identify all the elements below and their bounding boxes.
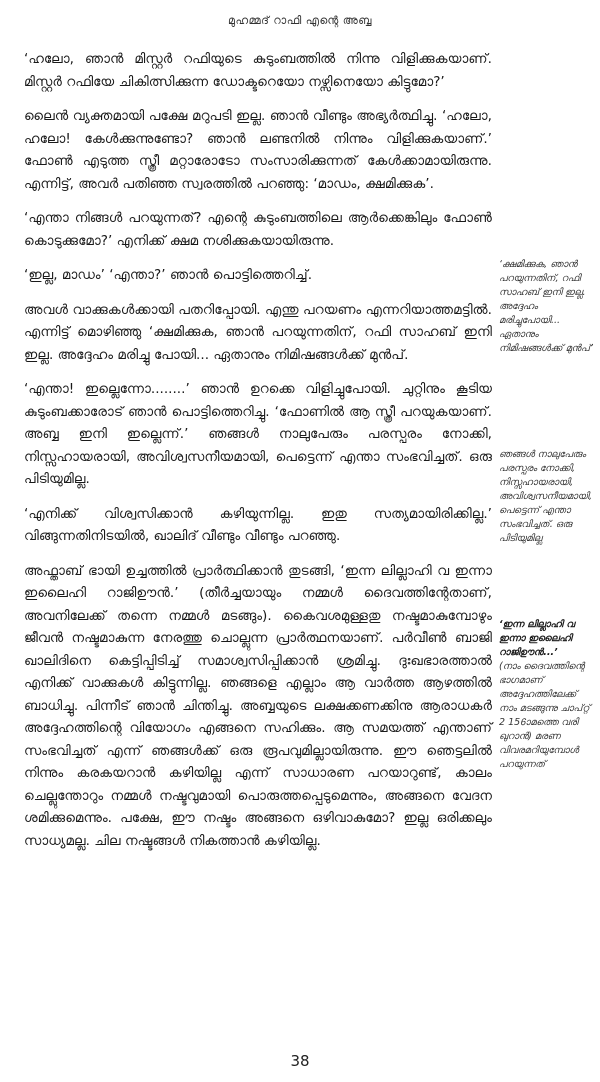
paragraph-1: ‘ഹലോ, ഞാൻ മിസ്റ്റർ റഫിയുടെ കുടുംബത്തിൽ നിന്നു വിളിക്കുകയാണ്. മിസ്റ്റർ റഫിയേ ചികിത്സിക്കുന്ന ഡോക്ടറെയോ നഴ്സിനെയോ കിട്ടുമോ?’: [24, 51, 492, 90]
main-text-column: [24, 48, 492, 864]
paragraph-4: ‘ഇല്ല, മാഡം’ ‘എന്താ?’ ഞാൻ പൊട്ടിത്തെറിച്ച്.: [24, 267, 313, 283]
paragraph-2: ലൈൻ വ്യക്തമായി പക്ഷേ മറുപടി ഇല്ല. ഞാൻ വീണ്ടും അഭ്യർത്ഥിച്ചു. ‘ഹലോ, ഹലോ! കേൾക്കുന്നുണ്ടോ? ഞാൻ ലണ്ടനിൽ നിന്നും വിളിക്കുകയാണ്.’ ഫോൺ എടുത്ത സ്ത്രീ മറ്റാരോടോ സംസാരിക്കുന്നത് കേൾക്കാമായിരുന്നു. എന്നിട്ട്, അവർ പതിഞ്ഞ സ്വരത്തിൽ പറഞ്ഞു: ‘മാഡം, ക്ഷമിക്കുക’.: [24, 108, 492, 192]
paragraph-8: അഫ്താബ് ഭായി ഉച്ചത്തിൽ പ്രാർത്ഥിക്കാൻ തുടങ്ങി, ‘ഇന്ന ലില്ലാഹി വ ഇന്നാ ഇലൈഹി റാജിഊൻ.’ (തീർച്ചയായും നമ്മൾ ദൈവത്തിന്റേതാണ്, അവനിലേക്ക് തന്നെ നമ്മൾ മടങ്ങും). കൈവശമുള്ളതു നഷ്ടമാകുമ്പോഴും ജീവൻ നഷ്ടമാകുന്ന നേരത്തു ചൊല്ലുന്ന പ്രാർത്ഥനയാണ്. പർവീൺ ബാജി ഖാലിദിനെ കെട്ടിപ്പിടിച്ച് സമാശ്വസിപ്പിക്കാൻ ശ്രമിച്ചു. ദുഃഖഭാരത്താൽ എനിക്ക് വാക്കുകൾ കിട്ടുന്നില്ല. ഞങ്ങളെ എല്ലാം ആ വാർത്ത ആഴത്തിൽ ബാധിച്ചു. പിന്നീട് ഞാൻ ചിന്തിച്ചു. അബ്ബയുടെ ലക്ഷക്കണക്കിനു ആരാധകർ അദ്ദേഹത്തിന്റെ വിയോഗം എങ്ങനെ സഹിക്കും. ആ സമയത്ത് എന്താണ് സംഭവിച്ചത് എന്ന് ഞങ്ങൾക്ക് ഒരു രൂപവുമില്ലായിരുന്നു. ഈ ഞെട്ടലിൽ നിന്നും കരകയറാൻ കഴിയില്ല എന്ന് സാധാരണ പറയാറുണ്ട്, കാലം ചെല്ലുന്തോറും നമ്മൾ നഷ്ടവുമായി പൊരുത്തപ്പെടുമെന്നും, അങ്ങനെ വേദന ശമിക്കുമെന്നും. പക്ഷേ, ഈ നഷ്ടം അങ്ങനെ ഒഴിവാകുമോ? ഇല്ല ഒരിക്കലും സാധ്യമല്ല. ചില നഷ്ടങ്ങൾ നികത്താൻ കഴിയില്ല.: [24, 562, 492, 849]
sidenote-3: [499, 618, 595, 772]
running-header: മുഹമ്മദ് റാഫി എന്റെ അബ്ബ: [228, 14, 372, 27]
paragraph-3: ‘എന്താ നിങ്ങൾ പറയുന്നത്? എന്റെ കുടുംബത്തിലെ ആർക്കെങ്കിലും ഫോൺ കൊടുക്കുമോ?’ എനിക്ക് ക്ഷമ നശിക്കുകയായിരുന്നു.: [24, 210, 492, 249]
sidenote-2: ഞങ്ങൾ നാലുപേരും പരസ്പരം നോക്കി, നിസ്സഹായരായി, അവിശ്വസനീയമായി, പെട്ടെന്ന് എന്താ സംഭവിച്ചത്. ഒരു പിടിയുമില്ല: [499, 449, 593, 544]
sidenote-3-body: (നാം ദൈവത്തിന്റെ ഭാഗമാണ് അദ്ദേഹത്തിലേക്ക് നാം മടങ്ങുന്നു ചാപ്റ്റ് 2 156ാമത്തെ വരി ഖുറാൻ) മരണ വിവരമറിയുമ്പോൾ പറയുന്നത്: [499, 661, 590, 770]
sidenote-3-title: ‘ഇന്ന ലില്ലാഹി വ ഇന്നാ ഇലൈഹി റാജിഊൻ...’: [499, 619, 575, 658]
paragraph-6: ‘എന്താ! ഇല്ലെന്നോ........’ ഞാൻ ഉറക്കെ വിളിച്ചുപോയി. ചുറ്റിനും കൂടിയ കുടുംബക്കാരോട് ഞാൻ പൊട്ടിത്തെറിച്ചു. ‘ഫോണിൽ ആ സ്ത്രീ പറയുകയാണ്. അബ്ബ ഇനി ഇല്ലെന്ന്.’ ഞങ്ങൾ നാലുപേരും പരസ്പരം നോക്കി, നിസ്സഹായരായി, അവിശ്വസനീയമായി, പെട്ടെന്ന് എന്താ സംഭവിച്ചത്. ഒരു പിടിയുമില്ല.: [24, 381, 492, 487]
paragraph-5: അവൾ വാക്കുകൾക്കായി പതറിപ്പോയി. എന്തു പറയണം എന്നറിയാത്തമട്ടിൽ. എന്നിട്ട് മൊഴിഞ്ഞു ‘ക്ഷമിക്കുക, ഞാൻ പറയുന്നതിന്, റഫി സാഹബ് ഇനി ഇല്ല. അദ്ദേഹം മരിച്ചു പോയി... ഏതാനും നിമിഷങ്ങൾക്ക് മുൻപ്.: [24, 301, 492, 363]
paragraph-7: ‘എനിക്ക് വിശ്വസിക്കാൻ കഴിയുന്നില്ല. ഇതു സത്യമായിരിക്കില്ല.’ വിങ്ങുന്നതിനിടയിൽ, ഖാലിദ് വീണ്ടും വീണ്ടും പറഞ്ഞു.: [24, 505, 492, 544]
sidenote-1: ‘ക്ഷമിക്കുക, ഞാൻ പറയുന്നതിന്, റഫി സാഹബ് ഇനി ഇല്ല. അദ്ദേഹം മരിച്ചുപോയി... ഏതാനും നിമിഷങ്ങൾക്ക് മുൻപ്’: [499, 259, 593, 354]
page-number: 38: [290, 1052, 310, 1070]
